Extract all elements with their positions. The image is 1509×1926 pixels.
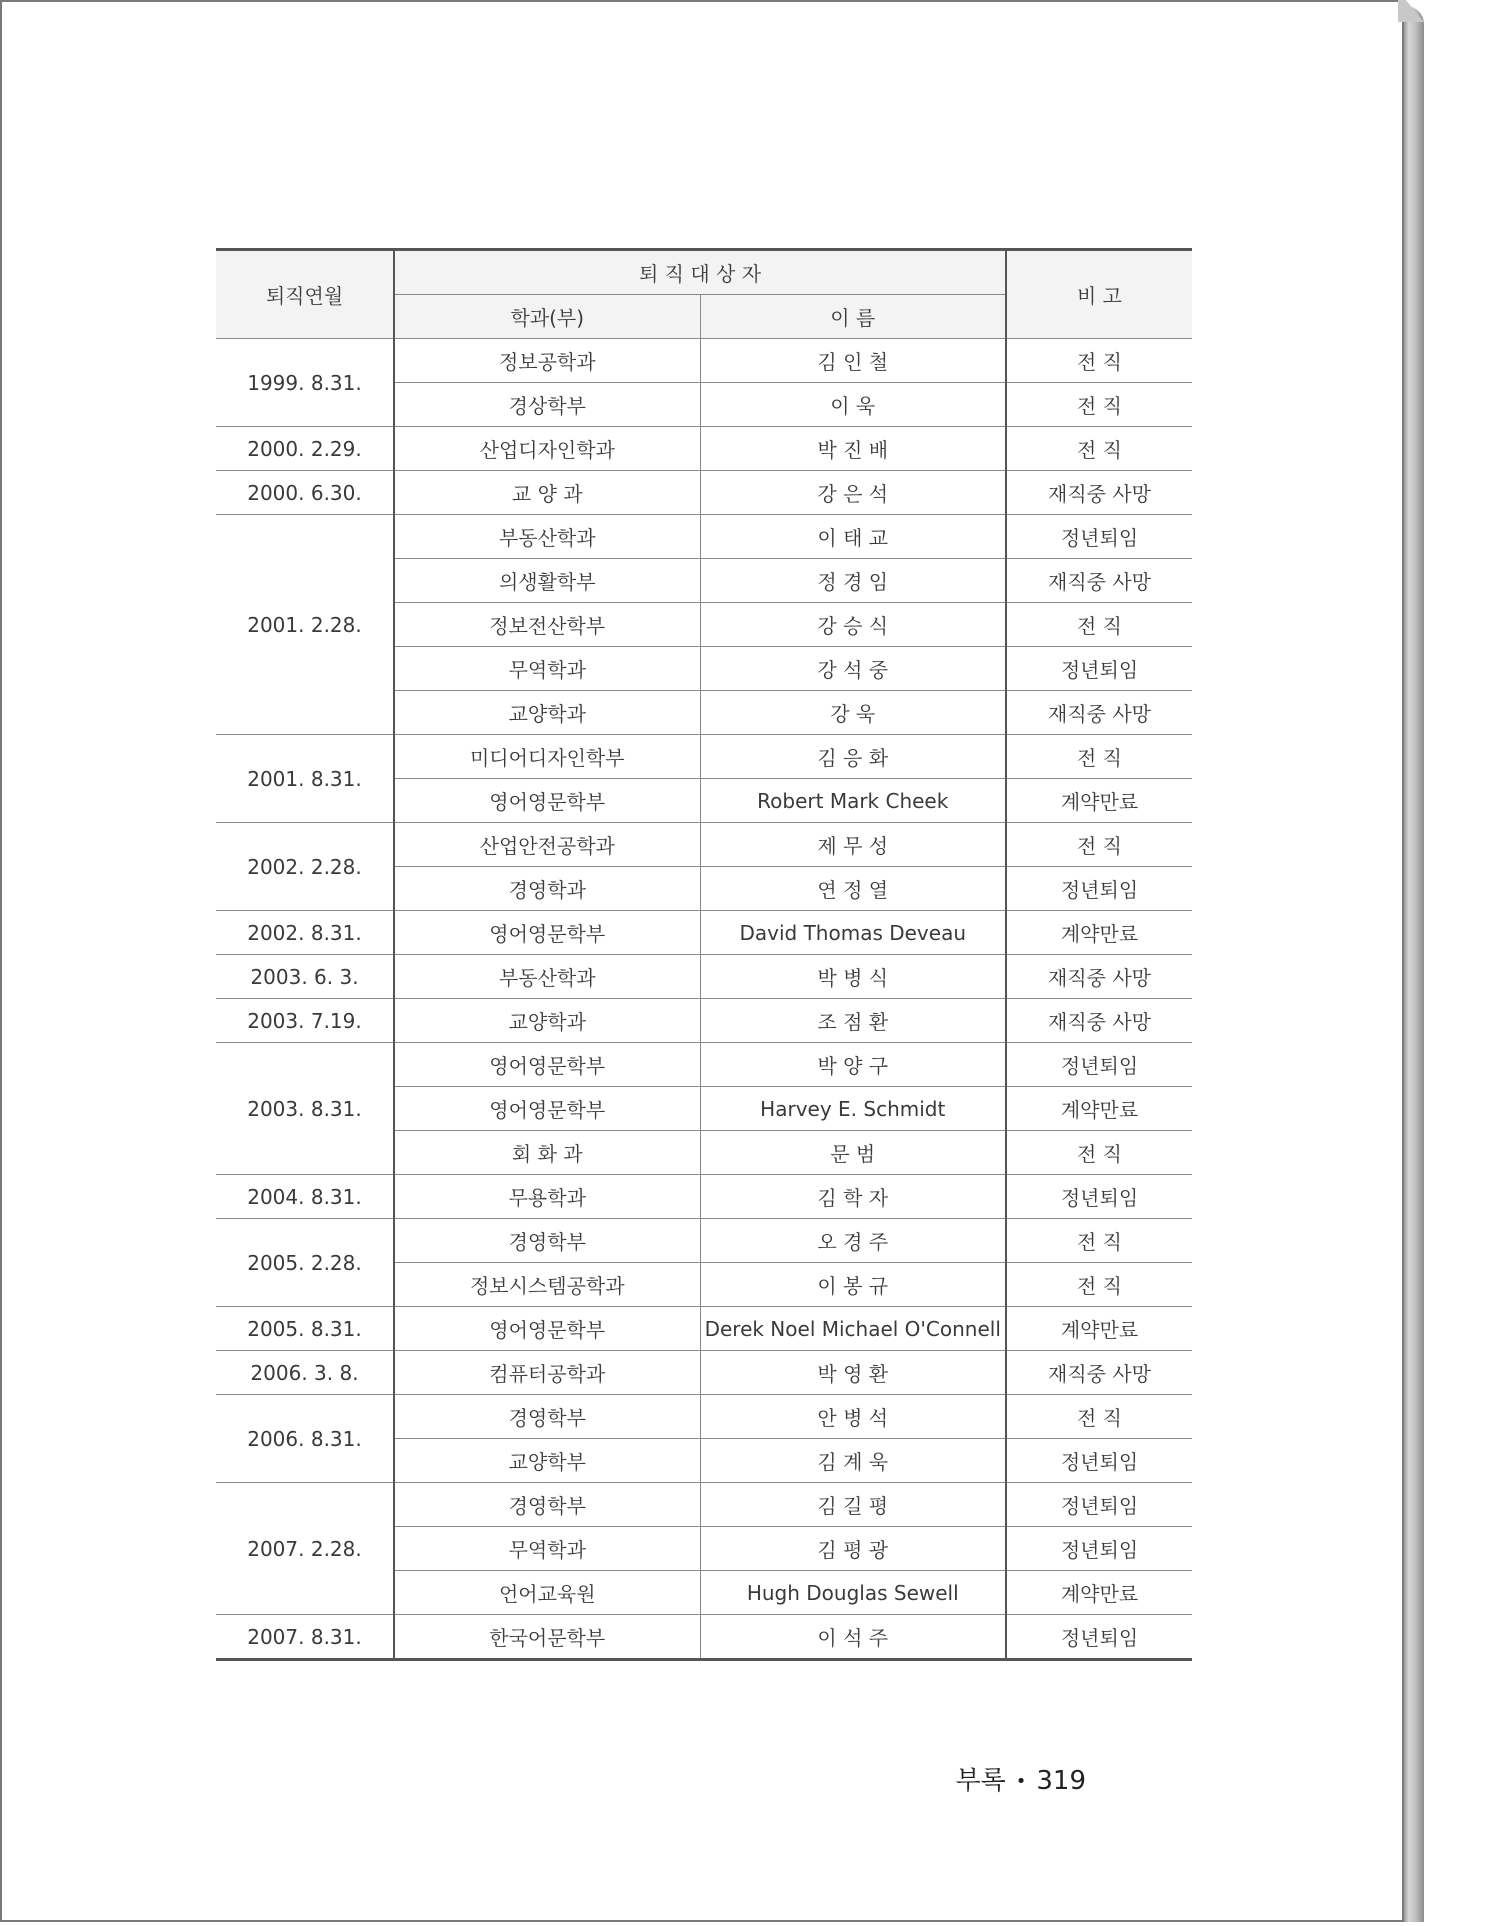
name-cell: 박 영 환 [700,1351,1006,1395]
department-cell: 산업안전공학과 [394,823,700,867]
retirement-date-cell: 2004. 8.31. [216,1175,394,1219]
name-cell: 이 봉 규 [700,1263,1006,1307]
name-cell: 박 양 구 [700,1043,1006,1087]
department-cell: 경상학부 [394,383,700,427]
remarks-cell: 재직중 사망 [1006,955,1192,999]
remarks-cell: 전 직 [1006,1131,1192,1175]
name-cell: 정 경 임 [700,559,1006,603]
retirement-date-cell: 2002. 8.31. [216,911,394,955]
name-cell: 김 평 광 [700,1527,1006,1571]
table-row [216,1175,1192,1219]
footer-separator: • [1015,1771,1027,1792]
retirement-date-cell: 2003. 6. 3. [216,955,394,999]
department-cell: 의생활학부 [394,559,700,603]
remarks-cell: 전 직 [1006,383,1192,427]
remarks-cell: 정년퇴임 [1006,867,1192,911]
retirement-date-cell: 2005. 2.28. [216,1219,394,1307]
name-cell: 박 병 식 [700,955,1006,999]
remarks-cell: 정년퇴임 [1006,1483,1192,1527]
name-cell: Robert Mark Cheek [700,779,1006,823]
department-cell: 교 양 과 [394,471,700,515]
table-row [216,823,1192,867]
remarks-cell: 재직중 사망 [1006,999,1192,1043]
remarks-cell: 정년퇴임 [1006,1043,1192,1087]
retirement-table [216,248,1192,1661]
name-cell: 연 정 열 [700,867,1006,911]
department-cell: 회 화 과 [394,1131,700,1175]
name-cell: Hugh Douglas Sewell [700,1571,1006,1615]
name-cell: 김 학 자 [700,1175,1006,1219]
department-cell: 정보전산학부 [394,603,700,647]
department-cell: 컴퓨터공학과 [394,1351,700,1395]
remarks-cell: 정년퇴임 [1006,647,1192,691]
header-retiree-group: 퇴 직 대 상 자 [394,250,1006,295]
department-cell: 산업디자인학과 [394,427,700,471]
name-cell: 강 은 석 [700,471,1006,515]
footer-section: 부록 [955,1766,1006,1796]
remarks-cell: 재직중 사망 [1006,471,1192,515]
department-cell: 무용학과 [394,1175,700,1219]
table-row [216,911,1192,955]
department-cell: 교양학부 [394,1439,700,1483]
name-cell: 김 인 철 [700,339,1006,383]
name-cell: 강 욱 [700,691,1006,735]
name-cell: 안 병 석 [700,1395,1006,1439]
header-retirement-date: 퇴직연월 [216,250,394,339]
remarks-cell: 전 직 [1006,1219,1192,1263]
remarks-cell: 정년퇴임 [1006,1615,1192,1660]
remarks-cell: 전 직 [1006,823,1192,867]
table-row [216,471,1192,515]
retirement-date-cell: 2000. 2.29. [216,427,394,471]
name-cell: 김 길 평 [700,1483,1006,1527]
name-cell: 강 승 식 [700,603,1006,647]
retirement-date-cell: 2000. 6.30. [216,471,394,515]
remarks-cell: 계약만료 [1006,911,1192,955]
retirement-date-cell: 1999. 8.31. [216,339,394,427]
remarks-cell: 재직중 사망 [1006,1351,1192,1395]
name-cell: Harvey E. Schmidt [700,1087,1006,1131]
name-cell: Derek Noel Michael O'Connell [700,1307,1006,1351]
department-cell: 부동산학과 [394,515,700,559]
remarks-cell: 정년퇴임 [1006,1527,1192,1571]
remarks-cell: 전 직 [1006,1395,1192,1439]
department-cell: 정보공학과 [394,339,700,383]
name-cell: 박 진 배 [700,427,1006,471]
department-cell: 교양학과 [394,691,700,735]
name-cell: 이 욱 [700,383,1006,427]
department-cell: 영어영문학부 [394,1043,700,1087]
retirement-date-cell: 2006. 3. 8. [216,1351,394,1395]
department-cell: 경영학부 [394,1395,700,1439]
remarks-cell: 재직중 사망 [1006,691,1192,735]
remarks-cell: 정년퇴임 [1006,515,1192,559]
department-cell: 영어영문학부 [394,779,700,823]
page-edge-shadow [1404,6,1424,1922]
page-footer [956,1760,1087,1797]
remarks-cell: 재직중 사망 [1006,559,1192,603]
remarks-cell: 계약만료 [1006,1087,1192,1131]
retirement-date-cell: 2005. 8.31. [216,1307,394,1351]
remarks-cell: 계약만료 [1006,1307,1192,1351]
table-row [216,735,1192,779]
department-cell: 영어영문학부 [394,1087,700,1131]
table-row [216,999,1192,1043]
remarks-cell: 정년퇴임 [1006,1439,1192,1483]
retirement-date-cell: 2006. 8.31. [216,1395,394,1483]
department-cell: 무역학과 [394,647,700,691]
department-cell: 무역학과 [394,1527,700,1571]
name-cell: 이 태 교 [700,515,1006,559]
department-cell: 교양학과 [394,999,700,1043]
page-number: 319 [1036,1766,1086,1796]
department-cell: 영어영문학부 [394,1307,700,1351]
table-row [216,1307,1192,1351]
name-cell: 김 응 화 [700,735,1006,779]
remarks-cell: 계약만료 [1006,779,1192,823]
name-cell: 제 무 성 [700,823,1006,867]
remarks-cell: 정년퇴임 [1006,1175,1192,1219]
department-cell: 언어교육원 [394,1571,700,1615]
remarks-cell: 전 직 [1006,735,1192,779]
table-row [216,427,1192,471]
department-cell: 경영학과 [394,867,700,911]
table-row [216,955,1192,999]
remarks-cell: 전 직 [1006,427,1192,471]
header-name: 이 름 [700,295,1006,339]
name-cell: 조 점 환 [700,999,1006,1043]
table-row [216,339,1192,383]
table-row [216,1395,1192,1439]
retirement-date-cell: 2003. 7.19. [216,999,394,1043]
table-body [216,339,1192,1660]
remarks-cell: 계약만료 [1006,1571,1192,1615]
name-cell: 이 석 주 [700,1615,1006,1660]
name-cell: 강 석 중 [700,647,1006,691]
name-cell: 오 경 주 [700,1219,1006,1263]
page-corner [1398,0,1424,22]
table-row [216,1483,1192,1527]
table-row [216,515,1192,559]
department-cell: 미디어디자인학부 [394,735,700,779]
remarks-cell: 전 직 [1006,339,1192,383]
table-row [216,1615,1192,1660]
department-cell: 영어영문학부 [394,911,700,955]
table-row [216,1351,1192,1395]
retirement-date-cell: 2002. 2.28. [216,823,394,911]
retirement-date-cell: 2007. 2.28. [216,1483,394,1615]
table-row [216,1219,1192,1263]
name-cell: 문 범 [700,1131,1006,1175]
header-department: 학과(부) [394,295,700,339]
table-header [216,250,1192,339]
header-remarks: 비 고 [1006,250,1192,339]
name-cell: David Thomas Deveau [700,911,1006,955]
department-cell: 부동산학과 [394,955,700,999]
retirement-date-cell: 2001. 2.28. [216,515,394,735]
department-cell: 경영학부 [394,1483,700,1527]
retirement-date-cell: 2003. 8.31. [216,1043,394,1175]
retirement-date-cell: 2001. 8.31. [216,735,394,823]
department-cell: 정보시스템공학과 [394,1263,700,1307]
table-row [216,1043,1192,1087]
remarks-cell: 전 직 [1006,1263,1192,1307]
department-cell: 경영학부 [394,1219,700,1263]
name-cell: 김 계 욱 [700,1439,1006,1483]
department-cell: 한국어문학부 [394,1615,700,1660]
remarks-cell: 전 직 [1006,603,1192,647]
retirement-date-cell: 2007. 8.31. [216,1615,394,1660]
